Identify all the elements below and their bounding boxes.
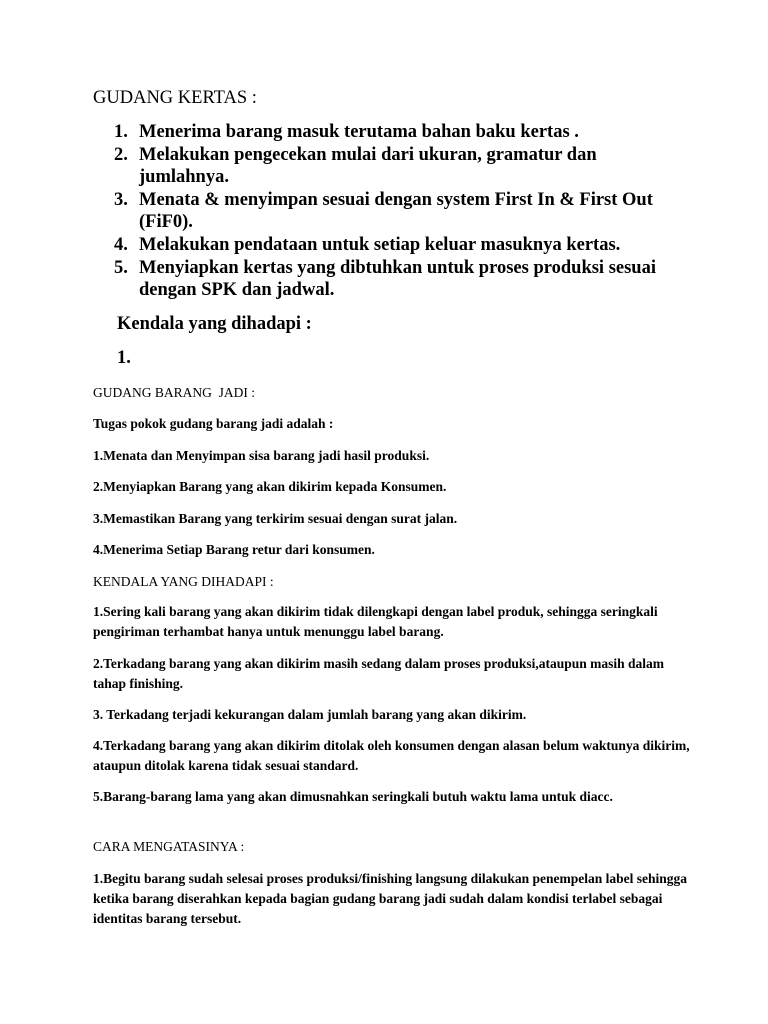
list-item-number: 1. xyxy=(114,122,128,142)
list-item-text: Melakukan pendataan untuk setiap keluar masuknya kertas. xyxy=(139,234,621,255)
kendala-title: KENDALA YANG DIHADAPI : xyxy=(93,574,274,589)
list-item xyxy=(93,121,673,144)
cara-item: 1.Begitu barang sudah selesai proses produksi/finishing langsung dilakukan penempelan label sehingga ketika barang diserahkan kepada bagian gudang barang jadi sudah dalam kondisi terlabel sebagai identitas barang tersebut. xyxy=(93,871,688,926)
kendala-item: 5.Barang-barang lama yang akan dimusnahkan seringkali butuh waktu lama untuk diacc. xyxy=(93,789,613,804)
list-item-number: 2. xyxy=(114,144,128,165)
gudang-kertas-title: GUDANG KERTAS : xyxy=(93,88,257,108)
tugas-item: 3.Memastikan Barang yang terkirim sesuai dengan surat jalan. xyxy=(93,511,458,526)
gudang-barang-jadi-title: GUDANG BARANG JADI : xyxy=(93,385,255,400)
list-item-text: Melakukan pengecekan mulai dari ukuran, gramatur dan jumlahnya. xyxy=(139,144,597,188)
tugas-item: 1.Menata dan Menyimpan sisa barang jadi hasil produksi. xyxy=(93,448,430,463)
kendala-item: 3. Terkadang terjadi kekurangan dalam jumlah barang yang akan dikirim. xyxy=(93,707,527,722)
kendala-number: 1. xyxy=(117,348,131,368)
list-item-text: Menata & menyimpan sesuai dengan system First In & First Out (FiF0). xyxy=(139,189,653,233)
list-item-number: 3. xyxy=(114,189,128,210)
tugas-item: 4.Menerima Setiap Barang retur dari konsumen. xyxy=(93,542,375,557)
list-item-number: 4. xyxy=(114,234,128,255)
kendala-item: 4.Terkadang barang yang akan dikirim ditolak oleh konsumen dengan alasan belum waktunya dikirim, ataupun ditolak karena tidak sesuai standard. xyxy=(93,738,690,773)
list-item-number: 5. xyxy=(114,257,128,278)
kendala-label: Kendala yang dihadapi : xyxy=(117,314,312,334)
tugas-item: 2.Menyiapkan Barang yang akan dikirim kepada Konsumen. xyxy=(93,479,447,494)
tugas-intro: Tugas pokok gudang barang jadi adalah : xyxy=(93,416,334,431)
list-item xyxy=(93,189,673,234)
list-item xyxy=(93,234,673,257)
list-item-text: Menyiapkan kertas yang dibtuhkan untuk proses produksi sesuai dengan SPK dan jadwal. xyxy=(139,257,656,301)
list-item xyxy=(93,257,673,302)
gudang-kertas-list xyxy=(93,121,673,302)
cara-title: CARA MENGATASINYA : xyxy=(93,839,245,854)
kendala-item: 1.Sering kali barang yang akan dikirim tidak dilengkapi dengan label produk, sehingga seringkali pengiriman terhambat hanya untuk menunggu label barang. xyxy=(93,604,658,639)
kendala-item: 2.Terkadang barang yang akan dikirim masih sedang dalam proses produksi,ataupun masih dalam tahap finishing. xyxy=(93,656,665,691)
list-item-text: Menerima barang masuk terutama bahan baku kertas . xyxy=(139,122,579,142)
list-item xyxy=(93,144,673,189)
